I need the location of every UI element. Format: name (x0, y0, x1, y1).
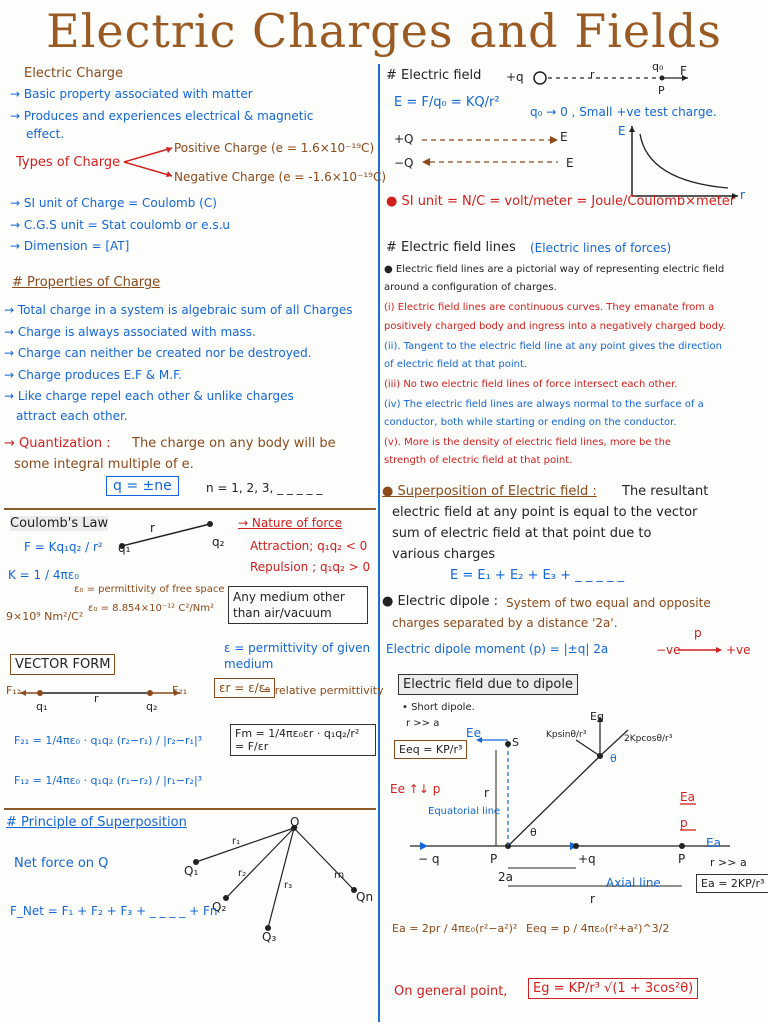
negative-charge: Negative Charge (e = -1.6×10⁻¹⁹C) (174, 170, 387, 184)
page-title: Electric Charges and Fields (46, 4, 722, 58)
sup-rn: rn (334, 870, 345, 881)
kpcos-label: 2Kpcosθ/r³ (624, 734, 673, 744)
coulomb-q2: q₂ (212, 535, 225, 549)
axial-line: Axial line (606, 876, 661, 890)
ef-r: r (590, 68, 595, 81)
vector-form: VECTOR FORM (10, 654, 115, 675)
f21-formula: F₂₁ = 1/4πε₀ · q₁q₂ (r₂−r₁) / |r₂−r₁|³ (14, 734, 203, 747)
property-4: → Charge produces E.F & M.F. (4, 368, 182, 382)
field-due-dipole: Electric field due to dipole (398, 674, 578, 695)
plus-q-dipole: +q (578, 852, 596, 866)
sup-r1: r₁ (232, 836, 241, 847)
short-dipole: • Short dipole. (402, 702, 475, 713)
sup-Q: Q (290, 815, 300, 829)
p-left: P (490, 852, 498, 866)
p-vec-label: p (680, 816, 688, 830)
positive-charge: Positive Charge (e = 1.6×10⁻¹⁹C) (174, 141, 375, 155)
e-eq-box: Eeq = KP/r³ (394, 740, 467, 759)
p-right: P (678, 852, 686, 866)
sup-Q2: Q₂ (212, 900, 227, 914)
quantization-label: → Quantization : (4, 436, 111, 451)
coulomb-heading: Coulomb's Law (10, 516, 109, 531)
field-line-11: strength of electric field at that point. (384, 455, 573, 466)
f12-label: F₁₂ (6, 684, 22, 697)
test-charge-text: q₀ → 0 , Small +ve test charge. (530, 105, 717, 119)
graph-axis-E: E (618, 124, 626, 138)
sup-r3: r₃ (284, 880, 293, 891)
field-line-2: around a configuration of charges. (384, 282, 557, 293)
ea-axis-label: Ea (706, 836, 721, 850)
si-unit-charge: → SI unit of Charge = Coulomb (C) (10, 196, 217, 210)
dipole-heading: ● Electric dipole : (382, 594, 498, 609)
types-of-charge: Types of Charge (16, 155, 121, 170)
field-line-10: (v). More is the density of electric field lines, more be the (384, 437, 672, 448)
minus-Q: −Q (394, 156, 414, 170)
quantization-formula: q = ±ne (106, 476, 179, 496)
dipole-text-2: charges separated by a distance '2a'. (392, 616, 618, 630)
superposition-ef-heading: ● Superposition of Electric field : (382, 484, 597, 499)
medium-box: Any medium other than air/vacuum (228, 586, 368, 624)
minus-q-dipole: − q (418, 852, 440, 866)
dimension-charge: → Dimension = [AT] (10, 239, 130, 253)
e-vs-r-graph (628, 126, 748, 202)
field-direction-arrows (422, 132, 572, 172)
s-label: S (512, 736, 519, 749)
superposition-ef-text-3: sum of electric field at that point due to (392, 526, 652, 541)
equatorial-line: Equatorial line (428, 806, 501, 817)
quantization-text: The charge on any body will be (132, 436, 336, 451)
vf-q1: q₁ (36, 700, 48, 713)
sup-Qn: Qn (356, 890, 374, 904)
ee-anti-p: Ee ↑↓ p (390, 782, 441, 796)
charge-heading: Electric Charge (24, 66, 123, 81)
dipole-pve: +ve (726, 643, 751, 657)
field-line-9: conductor, both while starting or ending on the conductor. (384, 417, 677, 428)
theta-general: θ (610, 752, 617, 765)
field-line-1: ● Electric field lines are a pictorial way of representing electric field (384, 264, 725, 275)
dipole-text-1: System of two equal and opposite (506, 596, 711, 610)
superposition-ef-text-2: electric field at any point is equal to the vector (392, 505, 698, 520)
two-a: 2a (498, 870, 513, 884)
property-5: → Like charge repel each other & unlike charges (4, 389, 294, 403)
sup-Q1: Q₁ (184, 864, 199, 878)
axial-r: r (590, 892, 595, 906)
field-line-3: (i) Electric field lines are continuous curves. They emanate from a (384, 302, 715, 313)
eps-r-box: εr = ε/ε₀ (214, 678, 275, 698)
cgs-unit-charge: → C.G.S unit = Stat coulomb or e.s.u (10, 218, 231, 232)
property-1: → Total charge in a system is algebraic sum of all Charges (4, 303, 353, 317)
plus-Q: +Q (394, 132, 414, 146)
property-3: → Charge can neither be created nor be destroyed. (4, 346, 312, 360)
charge-point-3: effect. (26, 127, 65, 141)
ef-F: F (680, 64, 687, 78)
column-divider (378, 64, 380, 1022)
n-values: n = 1, 2, 3, _ _ _ _ _ (206, 481, 323, 495)
k-value: 9×10⁹ Nm²/C² (6, 610, 84, 623)
ef-plus-q: +q (506, 70, 524, 84)
vf-r: r (94, 692, 99, 705)
repulsion: Repulsion ; q₁q₂ > 0 (250, 560, 371, 574)
dipole-arrow (676, 638, 726, 658)
superposition-heading: # Principle of Superposition (6, 815, 187, 830)
r-gg-a-2: r >> a (710, 856, 747, 869)
field-lines-subheading: (Electric lines of forces) (530, 241, 672, 255)
quantization-text-2: some integral multiple of e. (14, 457, 194, 472)
field-line-4: positively charged body and ingress into a negatively charged body. (384, 321, 726, 332)
field-line-7: (iii) No two electric field lines of force intersect each other. (384, 379, 678, 390)
eeq-formula: Eeq = p / 4πε₀(r²+a²)^3/2 (526, 922, 670, 935)
dipole-ve: −ve (656, 643, 681, 657)
kpsin-label: Kpsinθ/r³ (546, 730, 587, 740)
minus-Q-E: E (566, 156, 574, 170)
field-lines-heading: # Electric field lines (386, 240, 516, 255)
f-net-formula: F_Net = F₁ + F₂ + F₃ + _ _ _ _ + Fn (10, 904, 218, 918)
dipole-r-label: r (484, 786, 489, 800)
theta-origin: θ (530, 826, 537, 839)
e-sum-formula: E = E₁ + E₂ + E₃ + _ _ _ _ _ (450, 568, 625, 583)
eg-formula: Eg = KP/r³ √(1 + 3cos²θ) (528, 978, 698, 999)
charge-point-1: → Basic property associated with matter (10, 87, 253, 101)
superposition-ef-text-1: The resultant (622, 484, 709, 499)
dipole-moment: Electric dipole moment (p) = |±q| 2a (386, 642, 609, 656)
eps-r-label: = relative permittivity (262, 684, 384, 697)
e0-def: ε₀ = permittivity of free space (74, 584, 225, 595)
attraction: Attraction; q₁q₂ < 0 (250, 539, 368, 553)
eg-label: Eg (590, 710, 604, 723)
superposition-ef-text-4: various charges (392, 547, 496, 562)
field-line-6: of electric field at that point. (384, 359, 528, 370)
field-line-8: (iv) The electric field lines are always normal to the surface of a (384, 399, 704, 410)
nature-heading: → Nature of force (238, 516, 342, 530)
plus-Q-E: E (560, 130, 568, 144)
f12-formula: F₁₂ = 1/4πε₀ · q₁q₂ (r₁−r₂) / |r₁−r₂|³ (14, 774, 203, 787)
ea-box: Ea = 2KP/r³ (696, 874, 768, 893)
coulomb-formula: F = Kq₁q₂ / r² (24, 540, 103, 554)
vf-q2: q₂ (146, 700, 158, 713)
test-charge-diagram (512, 66, 692, 96)
field-line-5: (ii). Tangent to the electric field line at any point gives the direction (384, 341, 722, 352)
net-force-on: Net force on Q (14, 856, 109, 871)
k-formula: K = 1 / 4πε₀ (8, 568, 80, 582)
charge-point-2: → Produces and experiences electrical & magnetic (10, 109, 314, 123)
section-divider-superposition (4, 808, 376, 810)
efield-si-unit: ● SI unit = N/C = volt/meter = Joule/Coulomb×meter (386, 194, 736, 209)
efield-formula: E = F/q₀ = KQ/r² (394, 95, 500, 110)
dipole-p: p (694, 626, 702, 640)
coulomb-r: r (150, 521, 155, 535)
property-6: attract each other. (16, 409, 128, 423)
sup-r2: r₂ (238, 868, 247, 879)
ea-label: Ea (680, 790, 695, 804)
f21-label: F₂₁ (172, 684, 188, 697)
section-divider-coulomb (4, 508, 376, 510)
ee-label: Ee (466, 726, 481, 740)
general-point: On general point, (394, 984, 508, 999)
coulomb-q1: q₁ (118, 541, 131, 555)
e0-value: ε₀ = 8.854×10⁻¹² C²/Nm² (88, 603, 214, 614)
r-gg-a: r >> a (406, 718, 440, 729)
sup-Q3: Q₃ (262, 930, 277, 944)
coulomb-diagram (118, 516, 218, 556)
types-branch-arrows (122, 142, 182, 182)
efield-heading: # Electric field (386, 68, 482, 83)
graph-axis-r: r (740, 188, 745, 202)
ef-p: P (658, 84, 665, 97)
ef-q0: q₀ (652, 60, 664, 73)
properties-heading: # Properties of Charge (12, 275, 161, 290)
ea-formula: Ea = 2pr / 4πε₀(r²−a²)² (392, 922, 518, 935)
eps-def: ε = permittivity of given medium (224, 641, 371, 671)
fm-formula: Fm = 1/4πε₀εr · q₁q₂/r² = F/εr (230, 724, 376, 756)
property-2: → Charge is always associated with mass. (4, 325, 256, 339)
